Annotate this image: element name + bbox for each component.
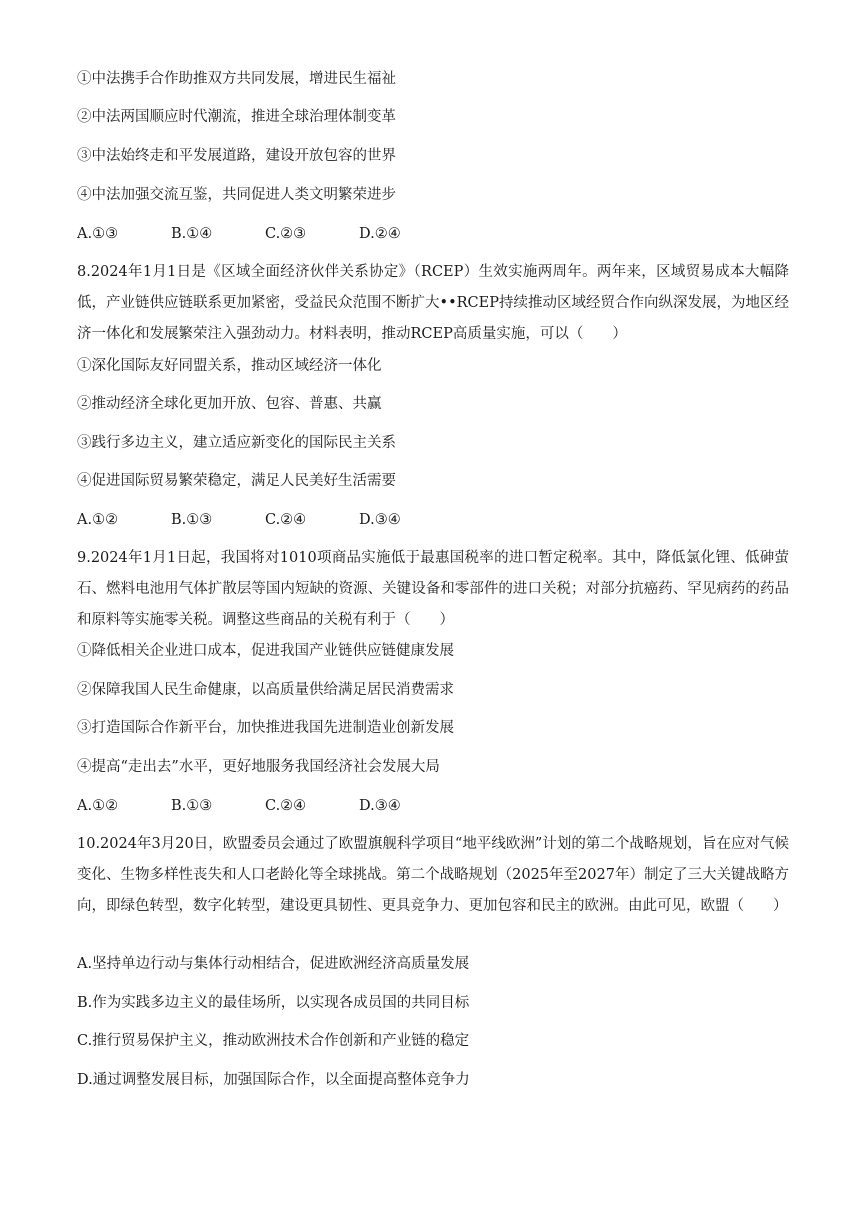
q8-choice-c: C.②④ <box>265 512 307 528</box>
q7-option-1: ①中法携手合作助推双方共同发展，增进民生福祉 <box>77 71 396 87</box>
q7-choice-c: C.②③ <box>265 226 307 242</box>
q9-choice-b: B.①③ <box>171 798 213 814</box>
q7-option-3: ③中法始终走和平发展道路，建设开放包容的世界 <box>77 148 396 164</box>
q10-stem: 10.2024年3月20日，欧盟委员会通过了欧盟旗舰科学项目“地平线欧洲”计划的第二个战略规划，旨在应对气候变化、生物多样性丧失和人口老龄化等全球挑战。第二个战略规划（2025年至2027年）制定了三大关键战略方向，即绿色转型，数字化转型，建设更具韧性、更具竞争力、更加包容和民主的欧洲。由此可见，欧盟（ ） <box>77 836 789 914</box>
q9-stem: 9.2024年1月1日起，我国将对1010项商品实施低于最惠国税率的进口暂定税率。其中，降低氯化锂、低砷萤石、燃料电池用气体扩散层等国内短缺的资源、关键设备和零部件的进口关税；对部分抗癌药、罕见病药的药品和原料等实施零关税。调整这些商品的关税有利于（ ） <box>77 550 789 628</box>
q7-choice-b: B.①④ <box>171 226 213 242</box>
q9-option-2: ②保障我国人民生命健康，以高质量供给满足居民消费需求 <box>77 682 454 698</box>
q8-option-3: ③践行多边主义，建立适应新变化的国际民主关系 <box>77 435 396 451</box>
q9-choice-d: D.③④ <box>359 798 401 814</box>
q8-option-4: ④促进国际贸易繁荣稳定，满足人民美好生活需要 <box>77 473 396 489</box>
q7-answer-choices <box>77 224 453 244</box>
q8-choice-d: D.③④ <box>359 512 401 528</box>
q7-choice-a: A.①③ <box>77 226 119 242</box>
q9-option-3: ③打造国际合作新平台，加快推进我国先进制造业创新发展 <box>77 720 454 736</box>
q8-option-1: ①深化国际友好同盟关系，推动区域经济一体化 <box>77 358 382 374</box>
q8-answer-choices <box>77 510 453 530</box>
q8-choice-a: A.①② <box>77 512 119 528</box>
q8-option-2: ②推动经济全球化更加开放、包容、普惠、共赢 <box>77 396 382 412</box>
q9-choice-a: A.①② <box>77 798 119 814</box>
q10-option-d: D.通过调整发展目标，加强国际合作，以全面提高整体竞争力 <box>77 1072 470 1088</box>
q9-option-4: ④提高“走出去”水平，更好地服务我国经济社会发展大局 <box>77 759 440 775</box>
q7-option-4: ④中法加强交流互鉴，共同促进人类文明繁荣进步 <box>77 187 396 203</box>
q10-option-b: B.作为实践多边主义的最佳场所，以实现各成员国的共同目标 <box>77 995 470 1011</box>
q9-answer-choices <box>77 796 453 816</box>
q8-stem: 8.2024年1月1日是《区域全面经济伙伴关系协定》（RCEP）生效实施两周年。两年来，区域贸易成本大幅降低，产业链供应链联系更加紧密，受益民众范围不断扩大••RCEP持续推动区域经贸合作向纵深发展，为地区经济一体化和发展繁荣注入强劲动力。材料表明，推动RCEP高质量实施，可以（ ） <box>77 264 789 342</box>
q7-option-2: ②中法两国顺应时代潮流，推进全球治理体制变革 <box>77 109 396 125</box>
q10-option-a: A.坚持单边行动与集体行动相结合，促进欧洲经济高质量发展 <box>77 956 470 972</box>
q8-choice-b: B.①③ <box>171 512 213 528</box>
q7-choice-d: D.②④ <box>359 226 401 242</box>
q10-option-c: C.推行贸易保护主义，推动欧洲技术合作创新和产业链的稳定 <box>77 1033 470 1049</box>
q9-option-1: ①降低相关企业进口成本，促进我国产业链供应链健康发展 <box>77 643 454 659</box>
q9-choice-c: C.②④ <box>265 798 307 814</box>
